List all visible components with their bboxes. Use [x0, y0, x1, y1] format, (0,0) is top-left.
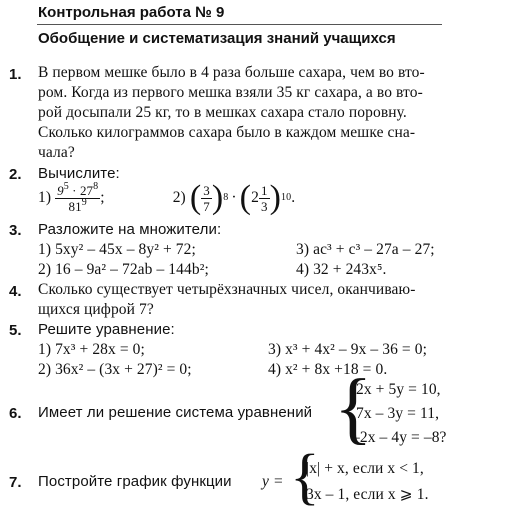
task-1-line-1: В первом мешке было в 4 раза больше сахара, чем во вто-: [38, 64, 425, 81]
task-6-number: 6.: [9, 405, 22, 422]
task-1-line-2: ром. Когда из первого мешка взяли 35 кг сахара, а во вто-: [38, 84, 423, 101]
task-1-line-5: чала?: [38, 144, 75, 161]
task-1-number: 1.: [9, 66, 22, 83]
task-2-b-end: .: [291, 189, 296, 206]
left-paren-1: (: [189, 179, 202, 216]
task-5-number: 5.: [9, 322, 22, 339]
task-5-item-2: 2) 36x² – (3x + 27)² = 0;: [38, 361, 192, 378]
worksheet-title: Контрольная работа № 9: [38, 4, 225, 21]
title-divider: [37, 24, 442, 25]
task-2-a-fraction: $\frac{9^5 \cdot 27^8}{81^9}$: [57, 180, 99, 214]
task-6-eq-3: –2x – 4y = –8?: [352, 429, 447, 446]
task-3-item-4: 4) 32 + 243x⁵.: [296, 261, 387, 278]
task-4-line-1: Сколько существует четырёхзначных чисел, оканчиваю-: [38, 281, 416, 298]
task-7-lhs: y =: [262, 473, 284, 490]
task-3-item-3: 3) ac³ + c³ – 27a – 27;: [296, 241, 435, 258]
task-3-prompt: Разложите на множители:: [38, 221, 222, 238]
task-2-prompt: Вычислите:: [38, 165, 120, 182]
task-2-b-fraction-2: $\frac{1}{3}$: [260, 182, 268, 214]
task-3-item-1: 1) 5xy² – 45x – 8y² + 72;: [38, 241, 196, 258]
task-7-prompt: Постройте график функции: [38, 473, 232, 490]
task-7-case-2: 3x – 1, если x ⩾ 1.: [306, 486, 429, 503]
left-paren-2: (: [239, 179, 252, 216]
task-6-prompt: Имеет ли решение система уравнений: [38, 404, 313, 421]
task-2-a-label: 1): [38, 189, 52, 206]
task-5-item-3: 3) x³ + 4x² – 9x – 36 = 0;: [268, 341, 427, 358]
task-6-eq-1: 2x + 5y = 10,: [356, 381, 441, 398]
task-5-prompt: Решите уравнение:: [38, 321, 175, 338]
task-2-b-dot: ·: [231, 189, 237, 206]
task-2-number: 2.: [9, 166, 22, 183]
right-paren-2: ): [269, 179, 282, 216]
worksheet-subtitle: Обобщение и систематизация знаний учащихся: [38, 30, 396, 47]
task-2-b-whole: 2: [251, 189, 259, 206]
task-5-item-4: 4) x² + 8x +18 = 0.: [268, 361, 388, 378]
task-3-number: 3.: [9, 222, 22, 239]
task-5-item-1: 1) 7x³ + 28x = 0;: [38, 341, 145, 358]
task-4-line-2: щихся цифрой 7?: [38, 301, 154, 318]
task-1-line-3: рой досыпали 25 кг, то в мешках сахара стало поровну.: [38, 104, 407, 121]
system-brace: {: [334, 364, 373, 452]
task-3-item-2: 2) 16 – 9a² – 72ab – 144b²;: [38, 261, 209, 278]
right-paren-1: ): [211, 179, 224, 216]
task-7-case-1: |x| + x, если x < 1,: [306, 460, 424, 477]
task-1-line-4: Сколько килограммов сахара было в каждом мешке сна-: [38, 124, 416, 141]
task-2-b-fraction-1: $\frac{3}{7}$: [203, 182, 210, 214]
task-6-eq-2: 7x – 3y = 11,: [356, 405, 440, 422]
task-7-number: 7.: [9, 474, 22, 491]
task-2-a-separator: ;: [100, 189, 105, 206]
task-2-expressions: 1) $\frac{9^5 \cdot 27^8}{81^9}$ ; 2) ( $\frac{3}{7}$ ) 8 · ( 2 $\frac{1}{3}$ ) 10 .: [38, 179, 296, 216]
task-2-b-label: 2): [172, 189, 186, 206]
piecewise-brace: {: [290, 443, 320, 511]
task-4-number: 4.: [9, 283, 22, 300]
